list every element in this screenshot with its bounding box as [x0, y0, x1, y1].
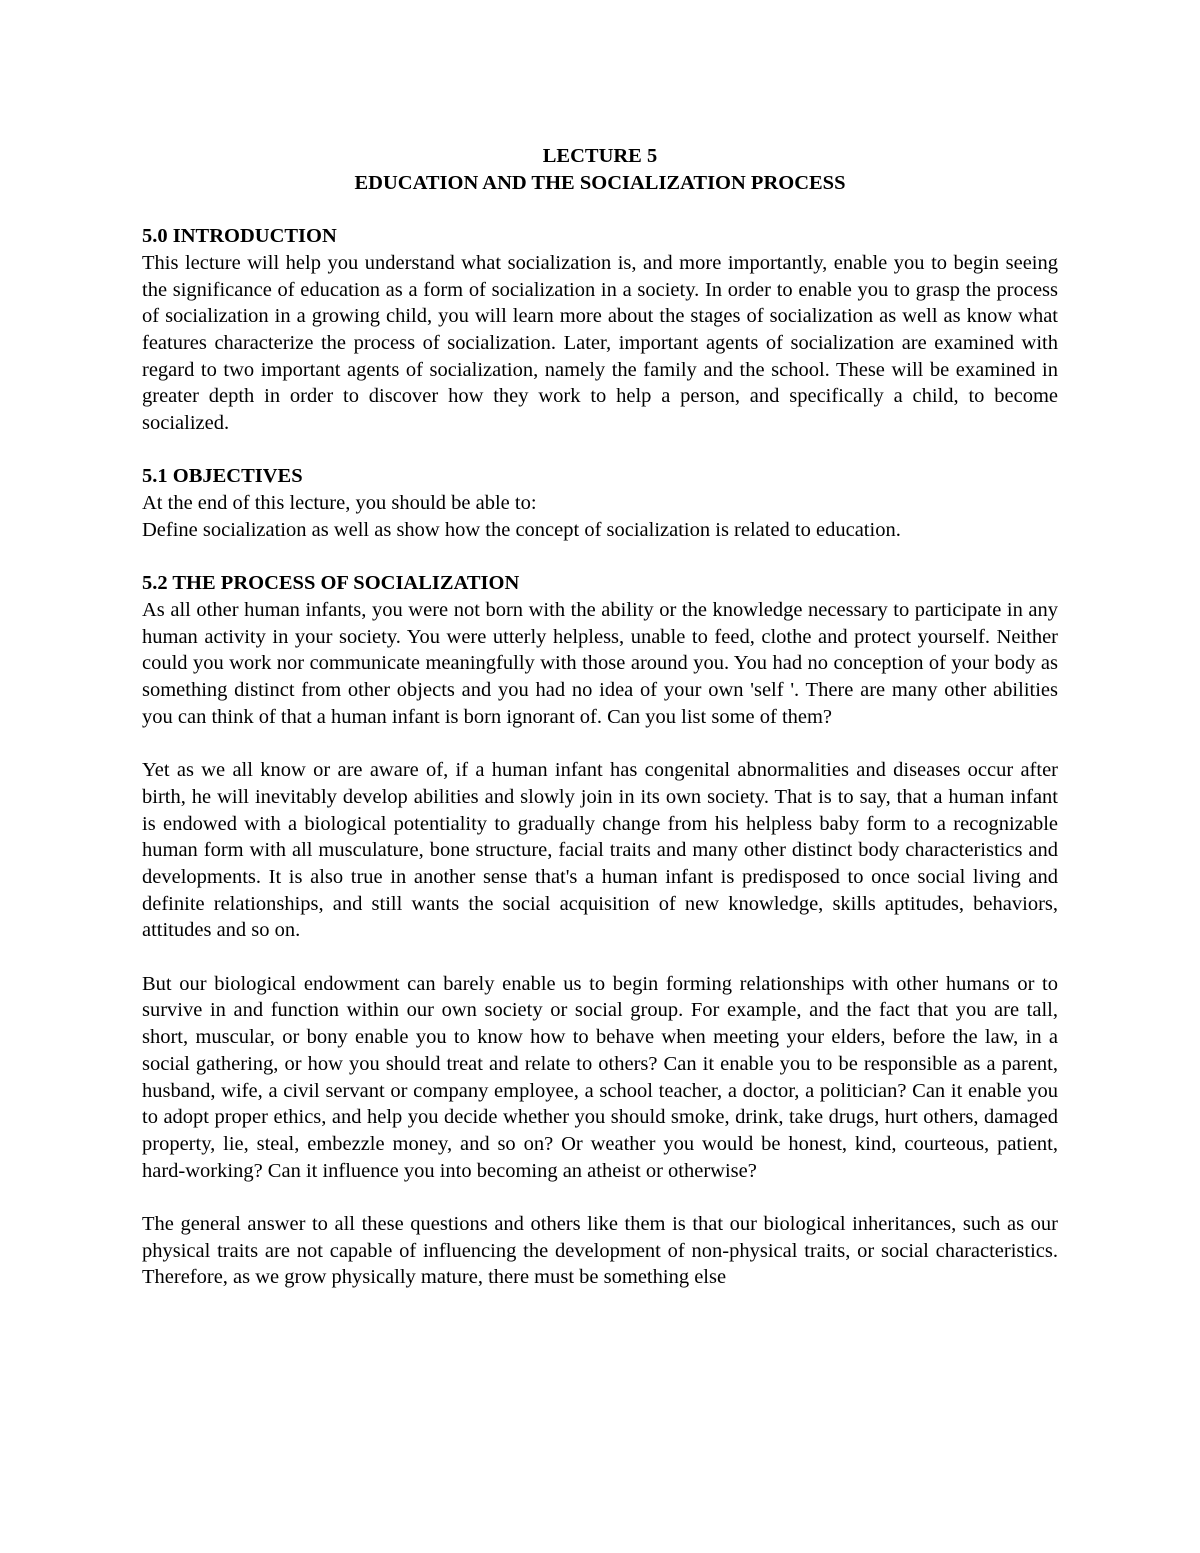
section-objectives	[142, 463, 1058, 543]
document-title	[142, 143, 1058, 196]
introduction-paragraph: This lecture will help you understand what socialization is, and more importantly, enable you to begin seeing the significance of education as a form of socialization in a society. In order to enable you to grasp the process of socialization in a growing child, you will learn more about the stages of socialization as well as know what features characterize the process of socialization. Later, important agents of socialization are examined with regard to two important agents of socialization, namely the family and the school. These will be examined in greater depth in order to discover how they work to help a person, and specifically a child, to become socialized.	[142, 251, 1058, 435]
objectives-item: Define socialization as well as show how the concept of socialization is related to education.	[142, 518, 901, 541]
objectives-intro-line: At the end of this lecture, you should be able to:	[142, 492, 537, 515]
section-process	[142, 570, 1058, 1291]
document-body	[142, 143, 1058, 1318]
lecture-title: EDUCATION AND THE SOCIALIZATION PROCESS	[354, 171, 846, 194]
lecture-number: LECTURE 5	[542, 145, 658, 167]
process-paragraph-4: The general answer to all these questions and others like them is that our biological inheritances, such as our physical traits are not capable of influencing the development of non-physical traits, or social characteristics. Therefore, as we grow physically mature, there must be something else	[142, 1213, 1058, 1289]
section-heading: 5.0 INTRODUCTION	[142, 225, 337, 248]
section-introduction	[142, 223, 1058, 437]
process-paragraph-2: Yet as we all know or are aware of, if a human infant has congenital abnormalities and diseases occur after birth, he will inevitably develop abilities and slowly join in its own society. That is to say, that a human infant is endowed with a biological potentiality to gradually change from his helpless baby form to a recognizable human form with all musculature, bone structure, facial traits and many other distinct body characteristics and developments. It is also true in another sense that's a human infant is predisposed to once social living and definite relationships, and still wants the social acquisition of new knowledge, skills aptitudes, behaviors, attitudes and so on.	[142, 759, 1058, 942]
section-heading: 5.1 OBJECTIVES	[142, 465, 303, 488]
process-paragraph-3: But our biological endowment can barely enable us to begin forming relationships with other humans or to survive in and function within our own society or social group. For example, and the fact that you are tall, short, muscular, or bony enable you to know how to behave when meeting your elders, before the law, in a social gathering, or how you should treat and relate to others? Can it enable you to be responsible as a parent, husband, wife, a civil servant or company employee, a school teacher, a doctor, a politician? Can it enable you to adopt proper ethics, and help you decide whether you should smoke, drink, take drugs, hurt others, damaged property, lie, steal, embezzle money, and so on? Or weather you would be honest, kind, courteous, patient, hard-working? Can it influence you into becoming an atheist or otherwise?	[142, 972, 1058, 1182]
section-heading: 5.2 THE PROCESS OF SOCIALIZATION	[142, 572, 520, 595]
process-paragraph-1: As all other human infants, you were not born with the ability or the knowledge necessary to participate in any human activity in your society. You were utterly helpless, unable to feed, clothe and protect yourself. Neither could you work nor communicate meaningfully with those around you. You had no conception of your body as something distinct from other objects and you had no idea of your own 'self '. There are many other abilities you can think of that a human infant is born ignorant of. Can you list some of them?	[142, 598, 1058, 728]
